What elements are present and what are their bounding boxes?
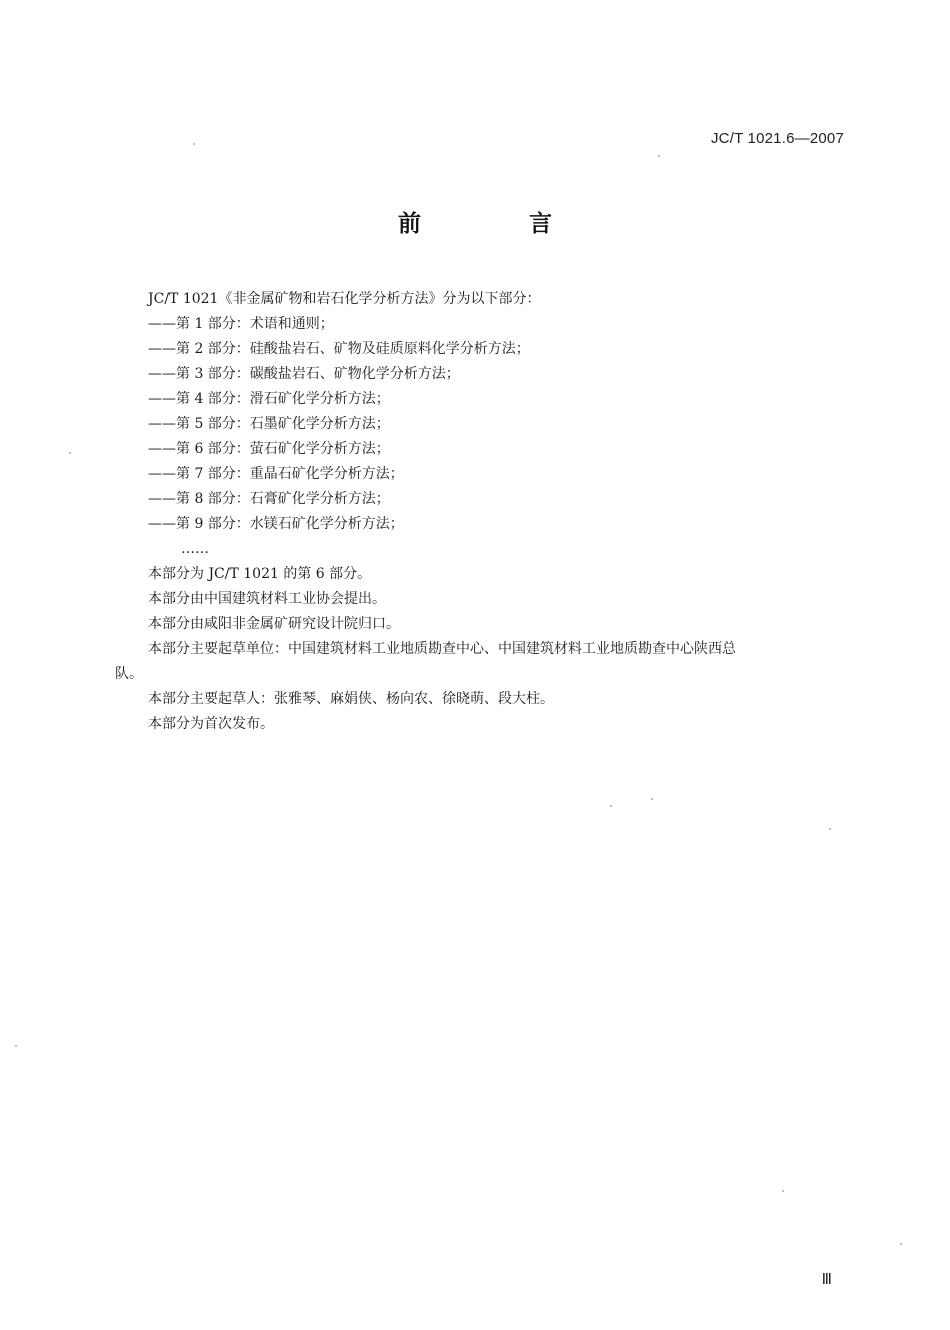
scan-speck xyxy=(829,828,831,830)
scan-speck xyxy=(610,805,612,807)
foreword-body xyxy=(115,287,848,737)
scan-speck xyxy=(15,1045,17,1047)
part-item-7: ——第 7 部分：重晶石矿化学分析方法； xyxy=(148,466,404,482)
part-of-statement: 本部分为 JC/T 1021 的第 6 部分。 xyxy=(148,566,372,582)
managed-by-statement: 本部分由咸阳非金属矿研究设计院归口。 xyxy=(148,616,400,632)
part-item-1: ——第 1 部分：术语和通则； xyxy=(148,316,334,332)
scan-speck xyxy=(900,1243,902,1245)
scan-speck xyxy=(782,1190,784,1192)
ellipsis: …… xyxy=(181,541,209,557)
intro-line: JC/T 1021《非金属矿物和岩石化学分析方法》分为以下部分： xyxy=(148,291,541,307)
page-title: 前 言 xyxy=(397,211,602,237)
standard-code: JC/T 1021.6—2007 xyxy=(710,130,844,147)
drafting-units-line-2: 队。 xyxy=(115,666,143,682)
scan-speck xyxy=(651,798,653,800)
page-number: Ⅲ xyxy=(821,1272,832,1288)
drafting-units-line-1: 本部分主要起草单位：中国建筑材料工业地质勘查中心、中国建筑材料工业地质勘查中心陕西总 xyxy=(148,641,736,657)
part-item-8: ——第 8 部分：石膏矿化学分析方法； xyxy=(148,491,390,507)
scan-speck xyxy=(193,143,195,145)
part-item-9: ——第 9 部分：水镁石矿化学分析方法； xyxy=(148,516,404,532)
proposed-by-statement: 本部分由中国建筑材料工业协会提出。 xyxy=(148,591,386,607)
part-item-4: ——第 4 部分：滑石矿化学分析方法； xyxy=(148,391,390,407)
part-item-3: ——第 3 部分：碳酸盐岩石、矿物化学分析方法； xyxy=(148,366,460,382)
first-release-statement: 本部分为首次发布。 xyxy=(148,716,274,732)
drafters-statement: 本部分主要起草人：张雅琴、麻娟侠、杨向农、徐晓萌、段大柱。 xyxy=(148,691,554,707)
scan-speck xyxy=(69,452,71,454)
part-item-6: ——第 6 部分：萤石矿化学分析方法； xyxy=(148,441,390,457)
part-item-5: ——第 5 部分：石墨矿化学分析方法； xyxy=(148,416,390,432)
scan-speck xyxy=(658,155,660,157)
part-item-2: ——第 2 部分：硅酸盐岩石、矿物及硅质原料化学分析方法； xyxy=(148,341,530,357)
